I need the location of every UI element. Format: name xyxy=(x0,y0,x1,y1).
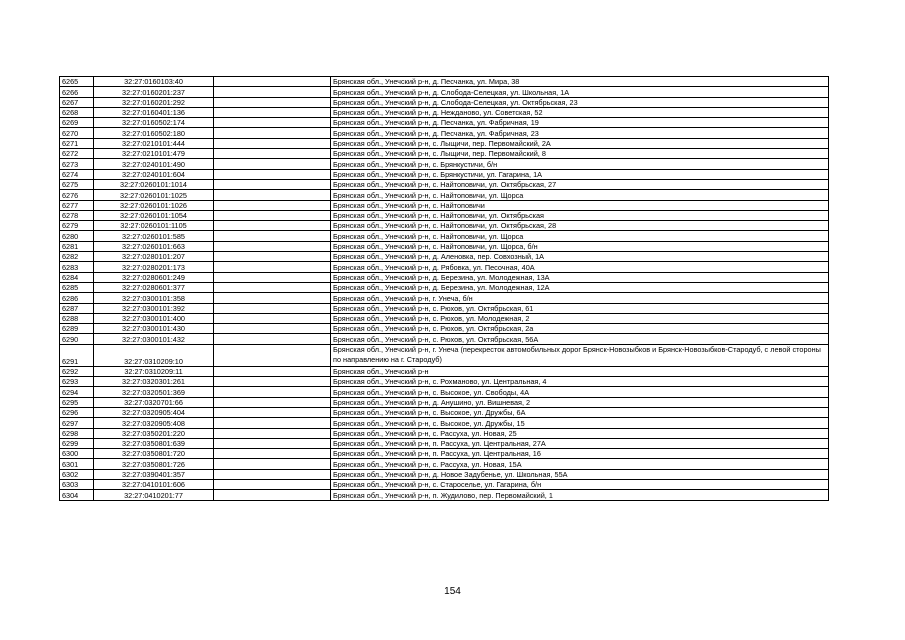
cadastral-number-cell: 32:27:0260101:1025 xyxy=(94,190,214,200)
address-cell: Брянская обл., Унечский р-н, с. Рассуха, ул. Новая, 15А xyxy=(331,459,829,469)
table-row xyxy=(60,262,829,272)
cadastral-number-cell: 32:27:0260101:1054 xyxy=(94,210,214,220)
row-number-cell: 6277 xyxy=(60,200,94,210)
address-cell: Брянская обл., Унечский р-н, с. Лыщичи, пер. Первомайский, 2А xyxy=(331,138,829,148)
cadastral-number-cell: 32:27:0240101:604 xyxy=(94,169,214,179)
cadastral-number-cell: 32:27:0160201:237 xyxy=(94,87,214,97)
address-cell: Брянская обл., Унечский р-н, п. Жудилово, пер. Первомайский, 1 xyxy=(331,490,829,500)
table-row xyxy=(60,303,829,313)
row-number-cell: 6278 xyxy=(60,210,94,220)
address-cell: Брянская обл., Унечский р-н, с. Найтоповичи, ул. Щорса, б/н xyxy=(331,241,829,251)
empty-cell xyxy=(214,159,331,169)
row-number-cell: 6270 xyxy=(60,128,94,138)
table-row xyxy=(60,272,829,282)
table-row xyxy=(60,221,829,231)
row-number-cell: 6301 xyxy=(60,459,94,469)
empty-cell xyxy=(214,366,331,376)
empty-cell xyxy=(214,418,331,428)
table-row xyxy=(60,344,829,366)
address-cell: Брянская обл., Унечский р-н, с. Найтоповичи, ул. Октябрьская, 27 xyxy=(331,179,829,189)
address-cell: Брянская обл., Унечский р-н, д. Песчанка, ул. Мира, 38 xyxy=(331,77,829,87)
row-number-cell: 6297 xyxy=(60,418,94,428)
cadastral-number-cell: 32:27:0160201:292 xyxy=(94,97,214,107)
row-number-cell: 6273 xyxy=(60,159,94,169)
cadastral-number-cell: 32:27:0280101:207 xyxy=(94,252,214,262)
empty-cell xyxy=(214,324,331,334)
empty-cell xyxy=(214,169,331,179)
row-number-cell: 6276 xyxy=(60,190,94,200)
address-cell: Брянская обл., Унечский р-н, с. Высокое, ул. Свободы, 4А xyxy=(331,387,829,397)
table-row xyxy=(60,479,829,489)
row-number-cell: 6268 xyxy=(60,107,94,117)
empty-cell xyxy=(214,138,331,148)
cadastral-number-cell: 32:27:0350801:639 xyxy=(94,438,214,448)
address-cell: Брянская обл., Унечский р-н, д. Новое Задубенье, ул. Школьная, 55А xyxy=(331,469,829,479)
cadastral-number-cell: 32:27:0320701:66 xyxy=(94,397,214,407)
table-row xyxy=(60,77,829,87)
table-row xyxy=(60,469,829,479)
cadastral-number-cell: 32:27:0410101:606 xyxy=(94,479,214,489)
address-cell: Брянская обл., Унечский р-н, с. Рюхов, ул. Октябрьская, 2а xyxy=(331,324,829,334)
cadastral-number-cell: 32:27:0210101:444 xyxy=(94,138,214,148)
row-number-cell: 6300 xyxy=(60,449,94,459)
cadastral-number-cell: 32:27:0300101:400 xyxy=(94,313,214,323)
address-cell: Брянская обл., Унечский р-н, п. Рассуха, ул. Центральная, 16 xyxy=(331,449,829,459)
row-number-cell: 6284 xyxy=(60,272,94,282)
address-cell: Брянская обл., Унечский р-н, д. Песчанка, ул. Фабричная, 23 xyxy=(331,128,829,138)
cadastral-number-cell: 32:27:0280601:249 xyxy=(94,272,214,282)
cadastral-number-cell: 32:27:0300101:430 xyxy=(94,324,214,334)
empty-cell xyxy=(214,210,331,220)
cadastral-number-cell: 32:27:0160502:180 xyxy=(94,128,214,138)
row-number-cell: 6280 xyxy=(60,231,94,241)
address-cell: Брянская обл., Унечский р-н, с. Найтоповичи, ул. Октябрьская, 28 xyxy=(331,221,829,231)
address-cell: Брянская обл., Унечский р-н, с. Рюхов, ул. Октябрьская, 56А xyxy=(331,334,829,344)
address-cell: Брянская обл., Унечский р-н, с. Лыщичи, пер. Первомайский, 8 xyxy=(331,149,829,159)
cadastral-number-cell: 32:27:0350201:220 xyxy=(94,428,214,438)
empty-cell xyxy=(214,407,331,417)
empty-cell xyxy=(214,190,331,200)
page-number: 154 xyxy=(444,586,461,597)
empty-cell xyxy=(214,97,331,107)
table-row xyxy=(60,324,829,334)
cadastral-number-cell: 32:27:0260101:585 xyxy=(94,231,214,241)
table-row xyxy=(60,118,829,128)
address-cell: Брянская обл., Унечский р-н, с. Найтоповичи, ул. Щорса xyxy=(331,231,829,241)
row-number-cell: 6299 xyxy=(60,438,94,448)
table-row xyxy=(60,149,829,159)
empty-cell xyxy=(214,428,331,438)
cadastral-number-cell: 32:27:0310209:10 xyxy=(94,344,214,366)
cadastral-number-cell: 32:27:0320501:369 xyxy=(94,387,214,397)
row-number-cell: 6287 xyxy=(60,303,94,313)
table-row xyxy=(60,293,829,303)
table-row xyxy=(60,418,829,428)
table-row xyxy=(60,366,829,376)
row-number-cell: 6296 xyxy=(60,407,94,417)
table-row xyxy=(60,200,829,210)
address-cell: Брянская обл., Унечский р-н, с. Староселье, ул. Гагарина, б/н xyxy=(331,479,829,489)
address-cell: Брянская обл., Унечский р-н, д. Березина, ул. Молодежная, 13А xyxy=(331,272,829,282)
address-cell: Брянская обл., Унечский р-н, д. Березина, ул. Молодежная, 12А xyxy=(331,282,829,292)
empty-cell xyxy=(214,200,331,210)
cadastral-number-cell: 32:27:0300101:392 xyxy=(94,303,214,313)
row-number-cell: 6283 xyxy=(60,262,94,272)
address-cell: Брянская обл., Унечский р-н, с. Найтоповичи, ул. Щорса xyxy=(331,190,829,200)
empty-cell xyxy=(214,231,331,241)
row-number-cell: 6303 xyxy=(60,479,94,489)
address-cell: Брянская обл., Унечский р-н, с. Найтоповичи xyxy=(331,200,829,210)
empty-cell xyxy=(214,149,331,159)
cadastral-number-cell: 32:27:0260101:1014 xyxy=(94,179,214,189)
table-row xyxy=(60,138,829,148)
cadastral-number-cell: 32:27:0300101:358 xyxy=(94,293,214,303)
cadastral-number-cell: 32:27:0320301:261 xyxy=(94,377,214,387)
address-cell: Брянская обл., Унечский р-н, д. Аленовка, пер. Совхозный, 1А xyxy=(331,252,829,262)
table-row xyxy=(60,387,829,397)
cadastral-number-cell: 32:27:0410201:77 xyxy=(94,490,214,500)
address-cell: Брянская обл., Унечский р-н, г. Унеча (перекресток автомобильных дорог Брянск-Новозыбков и Брянск-Новозыбков-Стародуб, с левой стороны по направлению на г. Стародуб) xyxy=(331,344,829,366)
empty-cell xyxy=(214,128,331,138)
table-row xyxy=(60,438,829,448)
table-row xyxy=(60,377,829,387)
address-cell: Брянская обл., Унечский р-н, с. Рассуха, ул. Новая, 25 xyxy=(331,428,829,438)
empty-cell xyxy=(214,272,331,282)
row-number-cell: 6289 xyxy=(60,324,94,334)
address-cell: Брянская обл., Унечский р-н, г. Унеча, б/н xyxy=(331,293,829,303)
cadastral-number-cell: 32:27:0320905:408 xyxy=(94,418,214,428)
row-number-cell: 6267 xyxy=(60,97,94,107)
property-register-table xyxy=(59,76,829,501)
row-number-cell: 6292 xyxy=(60,366,94,376)
cadastral-number-cell: 32:27:0350801:726 xyxy=(94,459,214,469)
empty-cell xyxy=(214,293,331,303)
table-row xyxy=(60,449,829,459)
row-number-cell: 6269 xyxy=(60,118,94,128)
row-number-cell: 6265 xyxy=(60,77,94,87)
address-cell: Брянская обл., Унечский р-н, с. Рюхов, ул. Октябрьская, 61 xyxy=(331,303,829,313)
address-cell: Брянская обл., Унечский р-н, с. Найтоповичи, ул. Октябрьская xyxy=(331,210,829,220)
address-cell: Брянская обл., Унечский р-н, с. Высокое, ул. Дружбы, 6А xyxy=(331,407,829,417)
table-row xyxy=(60,313,829,323)
empty-cell xyxy=(214,490,331,500)
cadastral-number-cell: 32:27:0300101:432 xyxy=(94,334,214,344)
cadastral-number-cell: 32:27:0280201:173 xyxy=(94,262,214,272)
table-row xyxy=(60,190,829,200)
table-row xyxy=(60,97,829,107)
row-number-cell: 6275 xyxy=(60,179,94,189)
empty-cell xyxy=(214,438,331,448)
cadastral-number-cell: 32:27:0260101:663 xyxy=(94,241,214,251)
table-row xyxy=(60,107,829,117)
empty-cell xyxy=(214,334,331,344)
table-row xyxy=(60,334,829,344)
address-cell: Брянская обл., Унечский р-н, п. Рассуха, ул. Центральная, 27А xyxy=(331,438,829,448)
table-row xyxy=(60,241,829,251)
row-number-cell: 6290 xyxy=(60,334,94,344)
row-number-cell: 6304 xyxy=(60,490,94,500)
cadastral-number-cell: 32:27:0350801:720 xyxy=(94,449,214,459)
empty-cell xyxy=(214,87,331,97)
empty-cell xyxy=(214,479,331,489)
cadastral-number-cell: 32:27:0160502:174 xyxy=(94,118,214,128)
row-number-cell: 6288 xyxy=(60,313,94,323)
address-cell: Брянская обл., Унечский р-н, д. Анушино, ул. Вишневая, 2 xyxy=(331,397,829,407)
table-row xyxy=(60,282,829,292)
address-cell: Брянская обл., Унечский р-н, с. Брянкустичи, б/н xyxy=(331,159,829,169)
row-number-cell: 6302 xyxy=(60,469,94,479)
cadastral-number-cell: 32:27:0240101:490 xyxy=(94,159,214,169)
empty-cell xyxy=(214,377,331,387)
cadastral-number-cell: 32:27:0310209:11 xyxy=(94,366,214,376)
cadastral-number-cell: 32:27:0320905:404 xyxy=(94,407,214,417)
table-body xyxy=(60,77,829,501)
empty-cell xyxy=(214,262,331,272)
table-row xyxy=(60,159,829,169)
table-row xyxy=(60,87,829,97)
table-row xyxy=(60,490,829,500)
address-cell: Брянская обл., Унечский р-н, с. Рохманово, ул. Центральная, 4 xyxy=(331,377,829,387)
empty-cell xyxy=(214,179,331,189)
empty-cell xyxy=(214,303,331,313)
cadastral-number-cell: 32:27:0280601:377 xyxy=(94,282,214,292)
empty-cell xyxy=(214,77,331,87)
address-cell: Брянская обл., Унечский р-н, д. Слобода-Селецкая, ул. Октябрьская, 23 xyxy=(331,97,829,107)
empty-cell xyxy=(214,118,331,128)
address-cell: Брянская обл., Унечский р-н, д. Песчанка, ул. Фабричная, 19 xyxy=(331,118,829,128)
cadastral-number-cell: 32:27:0260101:1026 xyxy=(94,200,214,210)
row-number-cell: 6282 xyxy=(60,252,94,262)
cadastral-number-cell: 32:27:0160401:136 xyxy=(94,107,214,117)
empty-cell xyxy=(214,107,331,117)
address-cell: Брянская обл., Унечский р-н, д. Слобода-Селецкая, ул. Школьная, 1А xyxy=(331,87,829,97)
table-row xyxy=(60,397,829,407)
table-row xyxy=(60,231,829,241)
address-cell: Брянская обл., Унечский р-н, д. Рябовка, ул. Песочная, 40А xyxy=(331,262,829,272)
row-number-cell: 6293 xyxy=(60,377,94,387)
row-number-cell: 6285 xyxy=(60,282,94,292)
empty-cell xyxy=(214,397,331,407)
address-cell: Брянская обл., Унечский р-н, с. Брянкустичи, ул. Гагарина, 1А xyxy=(331,169,829,179)
empty-cell xyxy=(214,449,331,459)
row-number-cell: 6279 xyxy=(60,221,94,231)
cadastral-number-cell: 32:27:0260101:1105 xyxy=(94,221,214,231)
cadastral-number-cell: 32:27:0390401:357 xyxy=(94,469,214,479)
empty-cell xyxy=(214,459,331,469)
table-row xyxy=(60,128,829,138)
address-cell: Брянская обл., Унечский р-н, д. Нежданово, ул. Советская, 52 xyxy=(331,107,829,117)
row-number-cell: 6295 xyxy=(60,397,94,407)
empty-cell xyxy=(214,313,331,323)
table-row xyxy=(60,210,829,220)
row-number-cell: 6271 xyxy=(60,138,94,148)
empty-cell xyxy=(214,469,331,479)
table-row xyxy=(60,179,829,189)
table-row xyxy=(60,407,829,417)
row-number-cell: 6294 xyxy=(60,387,94,397)
empty-cell xyxy=(214,252,331,262)
table-row xyxy=(60,428,829,438)
row-number-cell: 6291 xyxy=(60,344,94,366)
row-number-cell: 6286 xyxy=(60,293,94,303)
row-number-cell: 6298 xyxy=(60,428,94,438)
row-number-cell: 6274 xyxy=(60,169,94,179)
cadastral-number-cell: 32:27:0210101:479 xyxy=(94,149,214,159)
row-number-cell: 6266 xyxy=(60,87,94,97)
empty-cell xyxy=(214,387,331,397)
table-row xyxy=(60,459,829,469)
table-row xyxy=(60,252,829,262)
address-cell: Брянская обл., Унечский р-н, с. Рюхов, ул. Молодежная, 2 xyxy=(331,313,829,323)
address-cell: Брянская обл., Унечский р-н xyxy=(331,366,829,376)
table-row xyxy=(60,169,829,179)
empty-cell xyxy=(214,241,331,251)
row-number-cell: 6272 xyxy=(60,149,94,159)
empty-cell xyxy=(214,344,331,366)
address-cell: Брянская обл., Унечский р-н, с. Высокое, ул. Дружбы, 15 xyxy=(331,418,829,428)
empty-cell xyxy=(214,221,331,231)
row-number-cell: 6281 xyxy=(60,241,94,251)
cadastral-number-cell: 32:27:0160103:40 xyxy=(94,77,214,87)
empty-cell xyxy=(214,282,331,292)
